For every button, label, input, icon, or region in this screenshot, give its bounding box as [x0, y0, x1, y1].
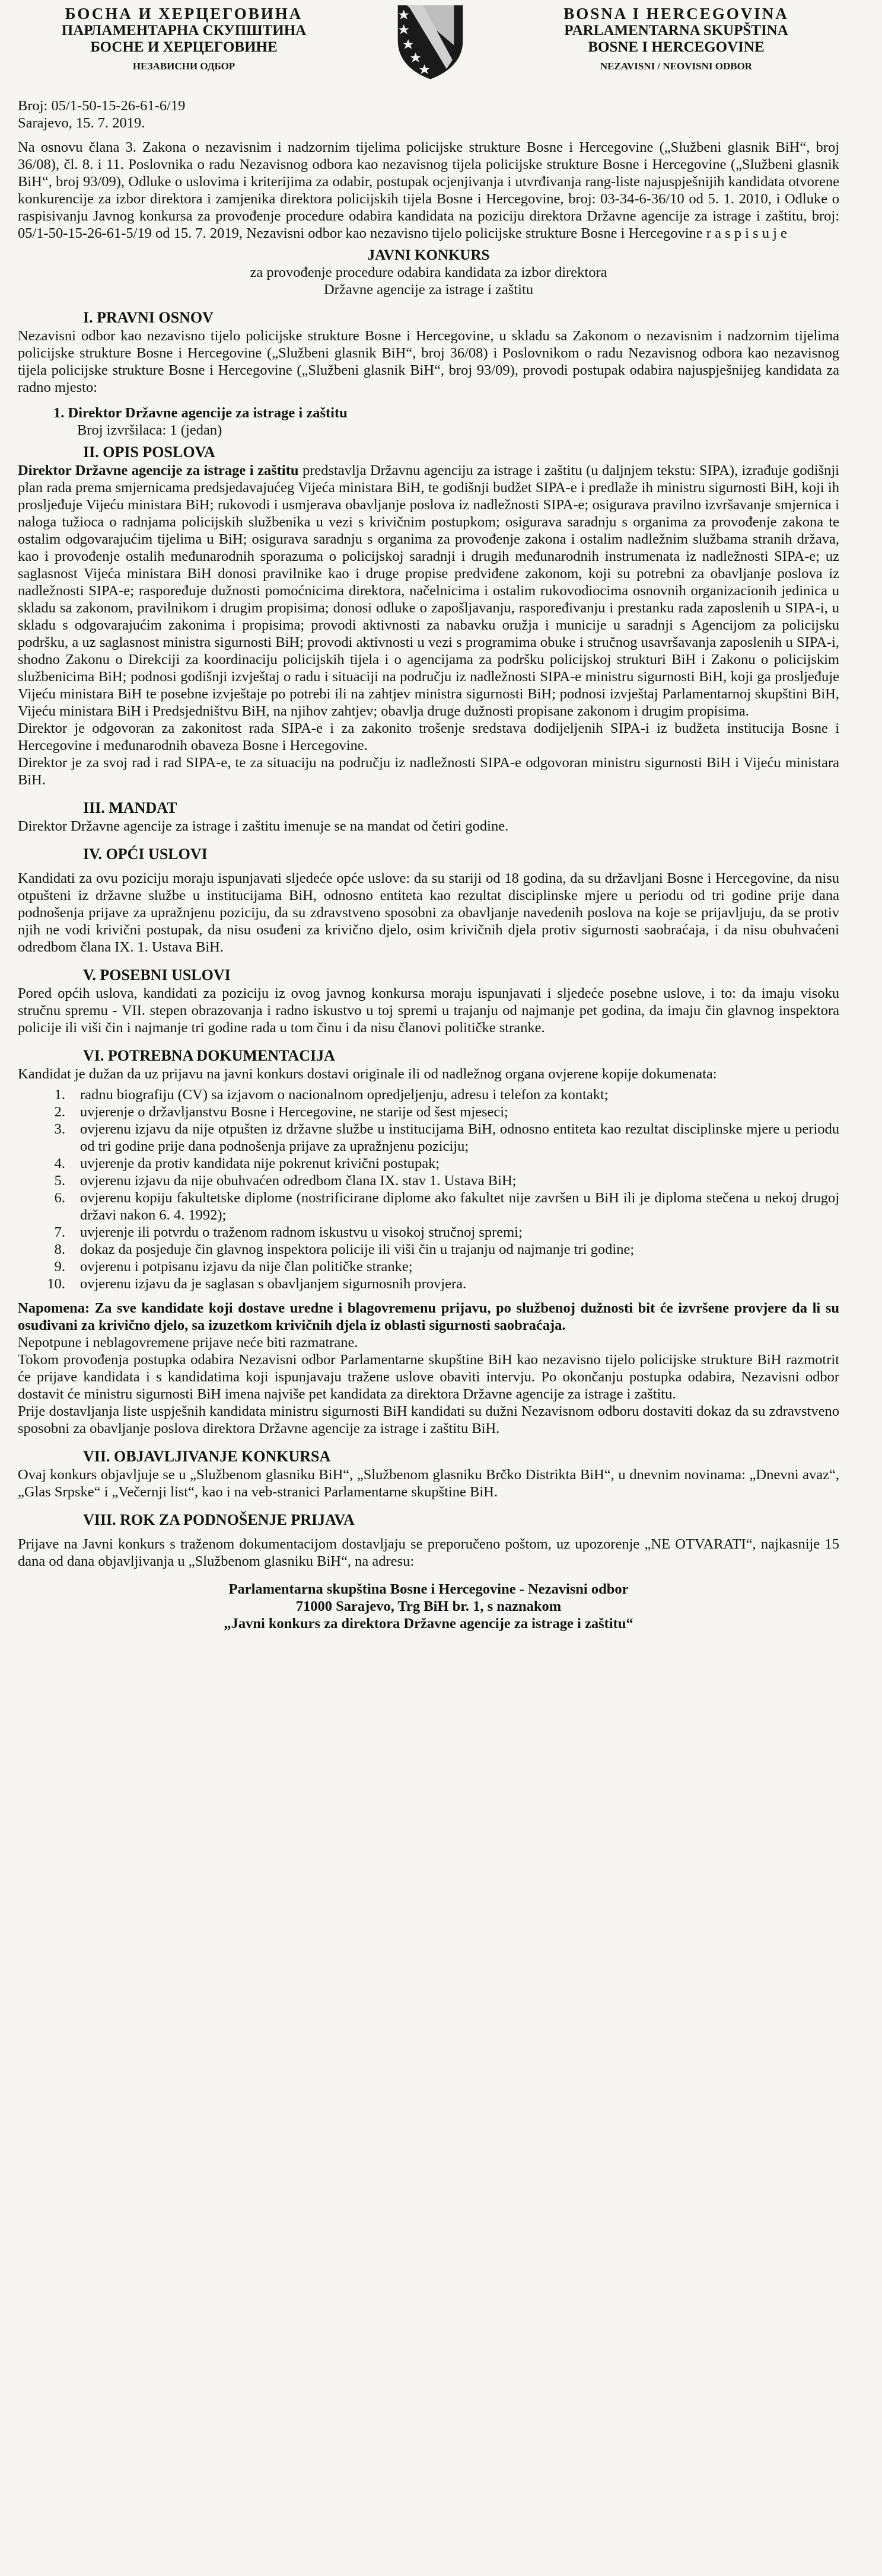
documentation-list-item — [18, 1155, 839, 1172]
announcement — [18, 0, 839, 1632]
list-item-text: ovjerenu izjavu da nije obuhvaćen odredbom člana IX. stav 1. Ustava BiH; — [80, 1173, 517, 1189]
list-item-number: 2. — [54, 1104, 65, 1120]
document-meta — [18, 97, 839, 132]
konkurs-subtitle-1: za provođenje procedure odabira kandidata za izbor direktora — [250, 264, 607, 280]
list-item-number: 4. — [54, 1155, 65, 1172]
section-heading-mandate: III. MANDAT — [83, 799, 177, 816]
list-item-number: 5. — [54, 1173, 65, 1189]
parliament-country-cyrillic: БОСНЕ И ХЕРЦЕГОВИНЕ — [90, 39, 278, 56]
document-date: Sarajevo, 15. 7. 2019. — [18, 115, 145, 131]
job-responsibility-paragraph: Direktor je odgovoran za zakonitost rada SIPA-e i za zakonito trošenje sredstava dodijeljenih SIPA-i iz budžeta institucija Bosne i Hercegovine i međunarodnih obaveza Bosne i Hercegovine. — [18, 720, 839, 754]
documentation-list-item — [18, 1224, 839, 1241]
legal-basis-text: Nezavisni odbor kao nezavisno tijelo policijske strukture Bosne i Hercegovine, u skladu sa Zakonom o nezavisnim i nadzornim tijelima policijske strukture Bosne i Hercegovine („Službeni glasnik BiH“, broj 36/08) i Poslovnikom o radu Nezavisnog odbora kao nezavisnog tijela policijske strukture Bosne i Hercegovine („Službeni glasnik BiH“, broj 93/09), provodi postupak odabira najuspješnijeg kandidata za radno mjesto: — [18, 328, 839, 395]
list-item-text: uvjerenje da protiv kandidata nije pokrenut krivični postupak; — [80, 1155, 440, 1172]
list-item-text: uvjerenje ili potvrdu o traženom radnom iskustvu u visokoj stručnoj spremi; — [80, 1224, 523, 1240]
publication-text: Ovaj konkurs objavljuje se u „Službenom glasniku BiH“, „Službenom glasniku Brčko Distrikta BiH“, u dnevnim novinama: „Dnevni avaz“, „Glas Srpske“ i „Večernji list“, kao i na veb-stranici Parlamentarne skupštine BiH. — [18, 1467, 839, 1500]
country-name-cyrillic: БОСНА И ХЕРЦЕГОВИНА — [65, 5, 303, 23]
position-count: Broj izvršilaca: 1 (jedan) — [77, 422, 222, 438]
list-item-text: uvjerenje o državljanstvu Bosne i Hercegovine, ne starije od šest mjeseci; — [80, 1104, 508, 1120]
list-item-text: radnu biografiju (CV) sa izjavom o nacionalnom opredjeljenju, adresu i telefon za kontakt; — [80, 1087, 609, 1103]
documentation-intro: Kandidat je dužan da uz prijavu na javni konkurs dostavi originale ili od nadležnog organa ovjerene kopije dokumenata: — [18, 1066, 717, 1082]
job-description-lead: Direktor Državne agencije za istrage i zaštitu — [18, 462, 299, 478]
section-heading-deadline: VIII. ROK ZA PODNOŠENJE PRIJAVA — [83, 1511, 355, 1528]
section-heading-documentation: VI. POTREBNA DOKUMENTACIJA — [83, 1047, 335, 1064]
parliament-name-cyrillic: ПАРЛАМЕНТАРНА СКУПШТИНА — [61, 23, 307, 39]
submission-address — [18, 1581, 839, 1632]
list-item-text: ovjerenu izjavu da je saglasan s obavljanjem sigurnosnih provjera. — [80, 1276, 467, 1292]
letterhead-cyrillic — [18, 5, 350, 72]
special-conditions-text: Pored općih uslova, kandidati za poziciju iz ovog javnog konkursa moraju ispunjavati i sljedeće posebne uslove, i to: da imaju visoku stručnu spremu - VII. stepen obrazovanja i radno iskustvo u toj spremi u trajanju od najmanje pet godina, da imaju čin glavnog inspektora policije ili viši čin i najmanje tri godine rada u tom činu i da nisu članovi političke stranke. — [18, 985, 839, 1036]
intro-paragraph: Na osnovu člana 3. Zakona o nezavisnim i nadzornim tijelima policijske strukture Bosne i Hercegovine („Službeni glasnik BiH“, broj 36/08), čl. 8. i 11. Poslovnika o radu Nezavisnog odbora kao nezavisnog tijela policijske strukture Bosne i Hercegovine („Službeni glasnik BiH“, broj 93/09), Odluke o uslovima i kriterijima za odabir, postupak ocjenjivanja i utvrđivanja rang-liste najuspješnijih kandidata otvorene konkurencije za izbor direktora i zamjenika direktora policijskih tijela Bosne i Hercegovine, broj: 03-34-6-36/10 od 5. 1. 2010, i Odluke o raspisivanju Javnog konkursa za provođenje procedure odabira kandidata na poziciju direktora Državne agencije za istrage i zaštitu, broj: 05/1-50-15-26-61-5/19 od 15. 7. 2019, Nezavisni odbor kao nezavisno tijelo policijske strukture Bosne i Hercegovine r a s p i s u j e — [18, 139, 839, 241]
konkurs-title: JAVNI KONKURS — [367, 247, 490, 263]
board-name-latin: NEZAVISNI / NEOVISNI ODBOR — [600, 60, 753, 72]
section-heading-special-conditions: V. POSEBNI USLOVI — [83, 966, 231, 984]
letterhead-latin — [510, 5, 842, 72]
general-conditions-text: Kandidati za ovu poziciju moraju ispunjavati sljedeće opće uslove: da su stariji od 18 godina, da su državljani Bosne i Hercegovine, da nisu otpušteni iz državne službe u institucijama BiH, odnosno entiteta kao rezultat disciplinske mjere u periodu od tri godine prije dana podnošenja prijave za upražnjenu poziciju, da su zdravstveno sposobni za obavljanje navedenih poslova na koje se prijavljuju, da se protiv njih ne vodi krivični postupak, da nisu osuđeni za krivično djelo, osim krivičnih djela protiv sigurnosti saobraćaja, i da nisu obuhvaćeni odredbom člana IX. 1. Ustava BiH. — [18, 870, 839, 955]
documentation-list — [18, 1086, 839, 1292]
section-heading-publication: VII. OBJAVLJIVANJE KONKURSA — [83, 1448, 331, 1465]
section-heading-legal-basis: I. PRAVNI OSNOV — [83, 309, 214, 326]
konkurs-subtitle-2: Državne agencije za istrage i zaštitu — [323, 282, 534, 298]
job-description-paragraph — [18, 462, 839, 720]
section-heading-job-description: II. OPIS POSLOVA — [83, 443, 215, 461]
section-heading-general-conditions: IV. OPĆI USLOVI — [83, 845, 208, 863]
list-item-number: 8. — [54, 1241, 65, 1257]
list-item-text: dokaz da posjeduje čin glavnog inspektora policije ili viši čin u trajanju od najmanje tri godine; — [80, 1241, 635, 1257]
documentation-list-item — [18, 1103, 839, 1121]
incomplete-applications-note: Nepotpune i neblagovremene prijave neće biti razmatrane. — [18, 1335, 358, 1351]
list-item-number: 3. — [54, 1121, 65, 1137]
interview-paragraph: Tokom provođenja postupka odabira Nezavisni odbor Parlamentarne skupštine BiH kao nezavisno tijelo policijske strukture BiH razmotrit će prijave kandidata i s kandidatima koji ispunjavaju tražene uslove obaviti intervju. Po okončanju postupka odabira, Nezavisni odbor dostavit će ministru sigurnosti BiH imena najviše pet kandidata za direktora Državne agencije za istrage i zaštitu. — [18, 1352, 839, 1402]
letterhead — [18, 0, 839, 83]
document-body — [18, 97, 839, 1632]
list-item-text: ovjerenu izjavu da nije otpušten iz državne službe u institucijama BiH, odnosno entiteta kao rezultat disciplinske mjere u periodu od tri godine prije dana podnošenja prijave za upražnjenu poziciju; — [80, 1121, 839, 1154]
board-name-cyrillic: НЕЗАВИСНИ ОДБОР — [132, 60, 235, 72]
reference-number: Broj: 05/1-50-15-26-61-6/19 — [18, 98, 186, 114]
list-item-number: 7. — [54, 1224, 65, 1240]
list-item-number: 9. — [54, 1259, 65, 1275]
address-line-1: Parlamentarna skupština Bosne i Hercegovine - Nezavisni odbor — [228, 1581, 629, 1597]
country-name-latin: BOSNA I HERCEGOVINA — [563, 5, 789, 23]
documentation-list-item — [18, 1241, 839, 1258]
list-item-text: ovjerenu i potpisanu izjavu da nije član političke stranke; — [80, 1259, 413, 1275]
documentation-list-item — [18, 1121, 839, 1155]
mandate-text: Direktor Državne agencije za istrage i zaštitu imenuje se na mandat od četiri godine. — [18, 818, 509, 834]
documentation-list-item — [18, 1275, 839, 1292]
list-item-text: ovjerenu kopiju fakultetske diplome (nostrificirane diplome ako fakultet nije završen u BiH ili je diploma stečena u nekoj drugoj državi nakon 6. 4. 1992); — [80, 1190, 839, 1223]
address-line-3: „Javni konkurs za direktora Državne agencije za istrage i zaštitu“ — [224, 1616, 633, 1632]
address-line-2: 71000 Sarajevo, Trg BiH br. 1, s naznakom — [295, 1598, 562, 1614]
bih-coat-of-arms-icon — [393, 2, 467, 81]
list-item-number: 6. — [54, 1190, 65, 1206]
parliament-country-latin: BOSNE I HERCEGOVINE — [588, 39, 765, 56]
job-description-text: predstavlja Državnu agenciju za istrage i zaštitu (u daljnjem tekstu: SIPA), izrađuje godišnji plan rada prema smjernicama predsjedavajućeg Vijeća ministara BiH, te godišnji budžet SIPA-e i predlaže ih ministru sigurnosti BiH, koji ih prosljeđuje Vijeću ministara BiH; rukovodi i usmjerava obavljanje poslova iz nadležnosti SIPA-e; osigurava pravilno izvršavanje smjernica i naloga tužioca o radnjama policijskih službenika u vezi s krivičnim postupkom; osigurava saradnju s organima za provođenje zakona te ostalim odgovarajućim tijelima u BiH; osigurava saradnju s organima za provođenje zakona i ostalim nadležnim službama stranih država, kao i provođenje ostalih međunarodnih sporazuma o policijskoj saradnji i drugih međunarodnih instrumenata iz nadležnosti SIPA-e; uz saglasnost Vijeća ministara BiH donosi pravilnike kao i druge propise predviđene zakonom, koji su potrebni za obavljanje poslova iz nadležnosti SIPA-e; raspoređuje dužnosti pomoćnicima direktora, načelnicima i ostalim rukovodiocima osnovnih organizacionih jedinica u skladu sa zakonom, pravilnikom i drugim propisima; donosi odluke o zapošljavanju, raspoređivanju i prestanku rada zaposlenih u SIPA-i, u skladu s odgovarajućim zakonima i propisima; provodi aktivnosti za nabavku oružja i municije u saradnji s Agencijom za policijsku podršku, a uz saglasnost ministra sigurnosti BiH; provodi aktivnosti u vezi s programima obuke i stručnog usavršavanja zaposlenih u SIPA-i, shodno Zakonu o Direkciji za koordinaciju policijskih tijela i o agencijama za podršku policijskoj strukturi BiH i Zakonu o policijskim službenicima BiH; podnosi godišnji izvještaj o radu i situaciji na području iz nadležnosti SIPA-e ministru sigurnosti BiH, koji ga prosljeđuje Vijeću ministara BiH te posebne izvještaje po potrebi ili na zahtjev ministra sigurnosti BiH; podnosi izvještaj Parlamentarnoj skupštini BiH, Vijeću ministara BiH i Predsjedništvu BiH, na njihov zahtjev; obavlja druge dužnosti propisane zakonom i drugim propisima. — [18, 462, 839, 719]
list-item-number: 10. — [47, 1276, 65, 1292]
deadline-text: Prijave na Javni konkurs s traženom dokumentacijom dostavljaju se preporučeno poštom, uz upozorenje „NE OTVARATI“, najkasnije 15 dana od dana objavljivanja u „Službenom glasniku BiH“, na adresu: — [18, 1536, 839, 1569]
parliament-name-latin: PARLAMENTARNA SKUPŠTINA — [564, 23, 788, 39]
job-accountability-paragraph: Direktor je za svoj rad i rad SIPA-e, te za situaciju na području iz nadležnosti SIPA-e odgovoran ministru sigurnosti BiH i Vijeću ministara BiH. — [18, 755, 839, 788]
position-title: 1. Direktor Državne agencije za istrage i zaštitu — [53, 405, 348, 421]
list-item-number: 1. — [54, 1087, 65, 1103]
documentation-list-item — [18, 1086, 839, 1103]
documentation-list-item — [18, 1189, 839, 1224]
documentation-list-item — [18, 1172, 839, 1189]
documentation-note: Napomena: Za sve kandidate koji dostave uredne i blagovremenu prijavu, po službenoj dužnosti bit će izvršene provjere da li su osuđivani za krivično djelo, sa izuzetkom krivičnih djela iz oblasti sigurnosti saobraćaja. — [18, 1300, 839, 1333]
documentation-list-item — [18, 1258, 839, 1275]
health-proof-paragraph: Prije dostavljanja liste uspješnih kandidata ministru sigurnosti BiH kandidati su dužni Nezavisnom odboru dostaviti dokaz da su zdravstveno sposobni za obavljanje poslova direktora Državne agencije za istrage i zaštitu BiH. — [18, 1403, 839, 1437]
